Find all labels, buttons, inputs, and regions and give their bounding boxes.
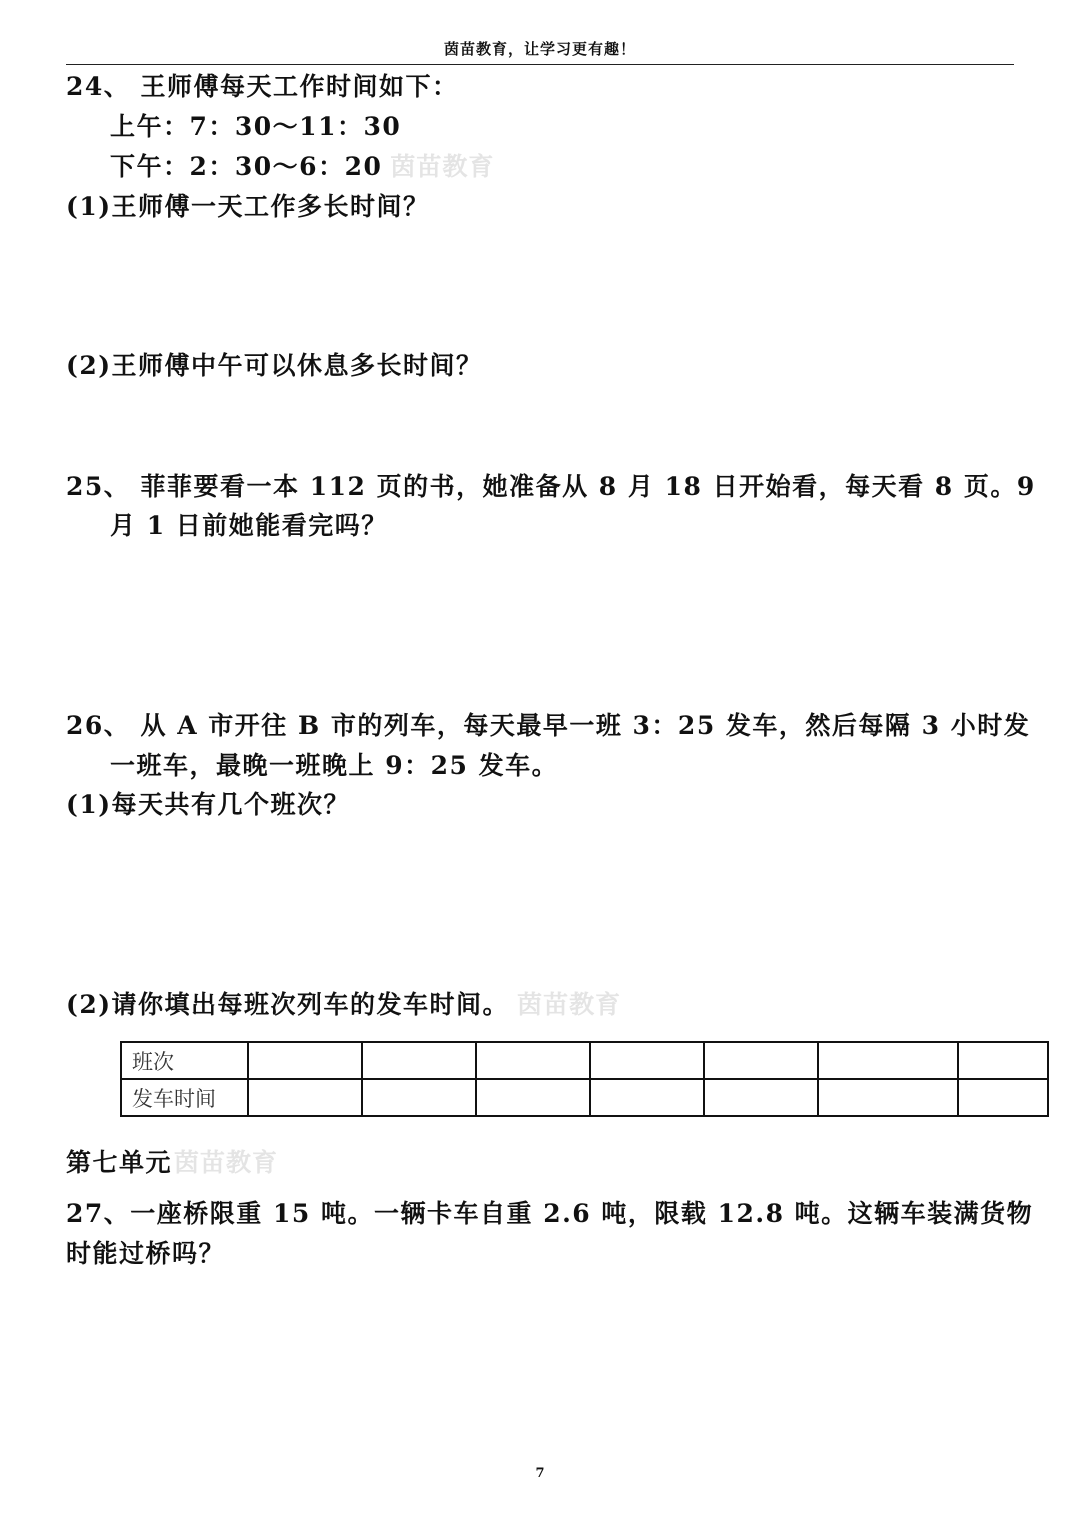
- page-header: 茵苗教育，让学习更有趣！: [443, 40, 636, 58]
- watermark: 茵苗教育: [174, 1148, 279, 1177]
- shift-cell[interactable]: [958, 1042, 1048, 1079]
- row-label-departure-time: 发车时间: [121, 1079, 248, 1116]
- shift-cell[interactable]: [248, 1042, 362, 1079]
- departure-time-cell[interactable]: [248, 1079, 362, 1116]
- q25-line2: 月 1 日前她能看完吗？: [110, 511, 388, 540]
- q24-sub2: (2)王师傅中午可以休息多长时间？: [66, 351, 483, 380]
- table-row: [121, 1042, 1048, 1079]
- row-label-shift: 班次: [121, 1042, 248, 1079]
- departure-time-cell[interactable]: [590, 1079, 704, 1116]
- table-row: [121, 1079, 1048, 1116]
- q27-line1: 27、一座桥限重 15 吨。一辆卡车自重 2.6 吨，限载 12.8 吨。这辆车装满货物: [66, 1199, 1034, 1228]
- shift-cell[interactable]: [362, 1042, 476, 1079]
- q26-line1: 26、 从 A 市开往 B 市的列车，每天最早一班 3：25 发车，然后每隔 3 小时发: [66, 711, 1031, 740]
- q25-line1: 25、 菲菲要看一本 112 页的书，她准备从 8 月 18 日开始看，每天看 8 页。9: [66, 472, 1036, 501]
- q26-line2: 一班车，最晚一班晚上 9：25 发车。: [110, 751, 559, 780]
- q24-title: 24、 王师傅每天工作时间如下：: [66, 72, 459, 101]
- unit7-line: [66, 1148, 278, 1178]
- shift-cell[interactable]: [590, 1042, 704, 1079]
- q26-sub1: (1)每天共有几个班次？: [66, 790, 351, 819]
- departure-time-cell[interactable]: [958, 1079, 1048, 1116]
- departure-time-cell[interactable]: [704, 1079, 818, 1116]
- departure-time-cell[interactable]: [818, 1079, 958, 1116]
- shift-cell[interactable]: [704, 1042, 818, 1079]
- q26-sub2-line: [66, 990, 621, 1020]
- watermark: 茵苗教育: [517, 990, 622, 1019]
- departure-time-cell[interactable]: [362, 1079, 476, 1116]
- shift-cell[interactable]: [818, 1042, 958, 1079]
- q26-sub2: (2)请你填出每班次列车的发车时间。: [66, 990, 510, 1019]
- q24-morning-hours: 上午：7：30～11：30: [110, 112, 402, 141]
- header-divider: [66, 64, 1014, 65]
- q24-sub1: (1)王师傅一天工作多长时间？: [66, 192, 430, 221]
- page-number: 7: [535, 1466, 545, 1481]
- unit-heading: 第七单元: [66, 1148, 173, 1177]
- q27-line2: 时能过桥吗？: [66, 1239, 226, 1268]
- departure-time-cell[interactable]: [476, 1079, 590, 1116]
- q24-afternoon-line: [110, 152, 494, 182]
- shift-cell[interactable]: [476, 1042, 590, 1079]
- departure-schedule-table: [120, 1041, 1049, 1117]
- watermark: 茵苗教育: [390, 152, 495, 181]
- q24-afternoon-hours: 下午：2：30～6：20: [110, 152, 383, 181]
